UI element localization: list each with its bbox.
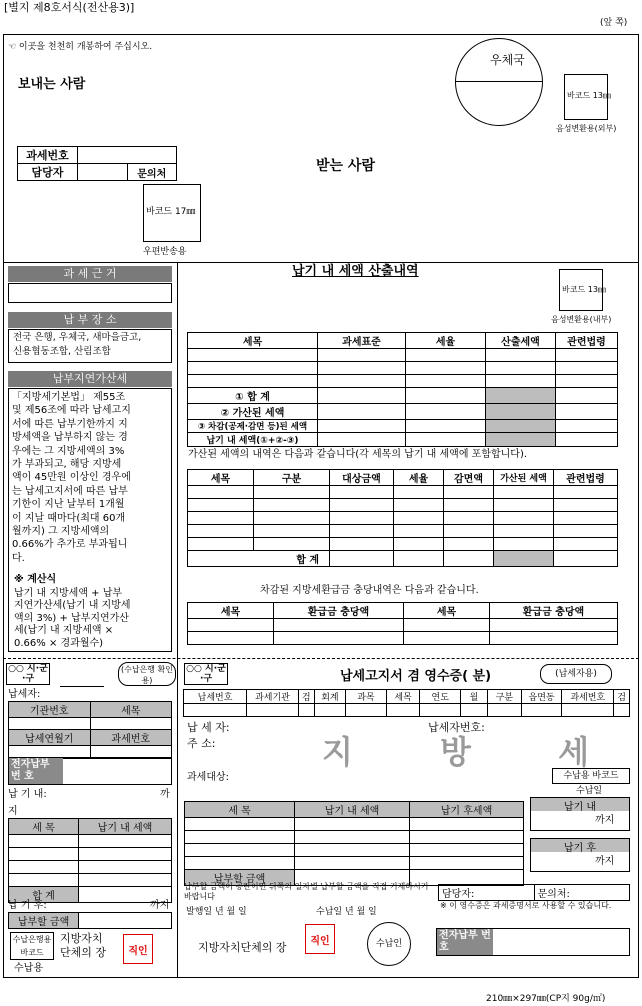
receipt-label: 수납일 [576,786,603,796]
tax-no-cell [298,704,314,717]
due-in-label: 납기 내 [531,798,629,811]
column-divider [177,262,178,658]
tax-no-header: 월 [461,690,488,704]
receipt-stamp: 수납인 [367,922,411,966]
surcharge-line: 0.66%가 추가로 부과됩니 [12,539,128,551]
add-h-target: 대상금액 [330,470,394,486]
surcharge-line: 는 납세고지서에 따른 납부 [12,485,128,497]
payer-name: 납 세 자: [187,721,230,734]
add-h-reduce: 감면액 [444,470,494,486]
refund-note: 차감된 지방세환급금 충당내역은 다음과 같습니다. [260,585,479,596]
surcharge-line: 기한이 지난 날부터 1개월 [12,499,125,511]
tax-no-label: 과세번호 [18,147,78,164]
local-tax-watermark: 지 방 세 [322,733,628,771]
tax-target: 과세대상: [187,772,230,783]
calc-sum-3: ③ 차감(공제·감면 등)된 세액 [188,420,318,433]
col-due-after: 납기 후세액 [410,802,524,818]
add-h-law: 관련법령 [554,470,618,486]
col-due-in: 납기 내 세액 [295,802,410,818]
bank-confirm: (수납은행 확인용) [118,662,176,686]
tax-no-cell [420,704,461,717]
blank-notice: 납부할 금액이 공란이면 뒤쪽의 일자별 납부할 금액을 직접 기재하시기 바랍니다 [184,882,429,901]
stub-underline [60,686,104,687]
surcharge-line: 서에 따른 납부기한까지 지 [12,418,128,430]
add-h-item: 세목 [188,470,254,486]
stub-org-no: 기관번호 [9,702,91,718]
basis-title: 과 세 근 거 [8,266,172,282]
tax-no-cell [346,704,387,717]
stub-until-after: 까지 [150,900,170,911]
tax-no-header: 납세번호 [184,690,247,704]
postmark-line [455,81,543,82]
receipt-date: 수납일 년 월 일 [316,907,377,917]
surcharge-line: 방세액을 납부하지 않는 경 [12,432,128,444]
stub-until: 까 [160,789,170,800]
tax-no-cell [247,704,299,717]
refund-table [187,602,618,645]
due-in-box [530,797,630,831]
tax-no-header: 검 [614,690,630,704]
tax-no-header: 검 [298,690,314,704]
due-in-until: 까지 [595,815,615,826]
surcharge-line: 다. [12,552,25,564]
calc-h-law: 관련법령 [556,333,618,349]
stub-epay-label: 전자납부 번 호 [9,758,63,784]
manager: 담당자: [439,885,535,901]
calc-sum-2: ② 가산된 세액 [188,404,318,420]
inquiry: 문의처: [534,885,630,901]
stub-payer: 납세자: [8,689,41,700]
barcode-box-ext [564,74,611,120]
calc-table [187,332,618,447]
surcharge-line: 이 지날 때마다(최대 60개 [12,512,126,524]
epay-box [436,928,630,956]
tax-no-header: 회계 [314,690,346,704]
tax-no-header: 과세번호 [562,690,614,704]
calc-line: 세(납기 내 지방세액 × [14,625,114,637]
return-label: 우편반송용 [143,247,187,257]
certificate-note: ※ 이 영수증은 과세증명서로 사용할 수 있습니다. [440,901,612,910]
surcharge-title: 납부지연가산세 [8,371,172,387]
barcode-ext-label: 음성변환용(외부) [556,124,617,133]
surcharge-line: 월까지) 그 지방세액의 [12,526,110,537]
add-h-rate: 세율 [394,470,444,486]
refund-h-item-2: 세목 [404,603,490,619]
tax-no-header: 읍면동 [521,690,562,704]
stub-tax-no: 과세번호 [90,730,172,746]
barcode-box-int [559,269,606,311]
inquiry-label: 문의처 [127,164,177,181]
surcharge-line: 「지방세기본법」 제55조 [12,392,126,403]
calc-title: ※ 계산식 [14,574,57,585]
stub-until-2: 지 [8,806,18,817]
tax-no-cell [614,704,630,717]
stub-due-in-amount: 납기 내 세액 [79,819,172,835]
stub-tax-table [8,818,172,903]
tax-no-header: 과목 [346,690,387,704]
due-after-box [530,838,630,872]
tax-no-cell [314,704,346,717]
open-notice: ☜ 이곳을 천천히 개봉하여 주십시오. [8,42,153,52]
receipt-tax-table [184,801,524,886]
form-id: [별지 제8호서식(전산용3)] [4,1,135,14]
calc-line: 액의 3%) + 납부지연가산 [14,612,129,624]
basis-box [8,283,172,303]
receipt-barcode: 수납용 바코드 [552,768,630,784]
tax-no-cell [461,704,488,717]
manager-table [438,884,630,901]
calc-h-amount: 산출세액 [486,333,556,349]
issue-date: 발행일 년 월 일 [186,907,247,917]
page-side: (앞 쪽) [600,18,628,28]
receipt-title: 납세고지서 겸 영수증( 분) [340,669,492,684]
tax-no-cell [386,704,420,717]
tax-no-cell [184,704,247,717]
barcode-box-17 [143,184,201,242]
local-head-2: 지방자치단체의 장 [198,941,287,954]
place-box [8,329,172,363]
surcharge-line: 가 부과되고, 해당 지방세 [12,459,122,470]
epay-label: 전자납부 번 호 [437,929,493,955]
mail-separator [3,262,639,263]
stub-tax-item: 세목 [90,702,172,718]
calc-h-item: 세목 [188,333,318,349]
tax-no-table [183,689,630,717]
surcharge-line: 우에는 그 지방세액의 3% [12,445,125,457]
refund-h-item-1: 세목 [188,603,274,619]
refund-h-amount-1: 환급금 충당액 [274,603,404,619]
stub-receipt-barcode: 수납은행용 바코드 [10,932,54,960]
payable-amount: 납부할 금액 [185,870,295,886]
stub-seal: 직인 [123,934,153,964]
sender-info-table [17,146,177,181]
postmark-circle [455,38,543,126]
stub-item: 세 목 [9,819,79,835]
tax-no-cell [521,704,562,717]
calc-sum-1: ① 합 계 [188,388,318,404]
receipt-seal: 직인 [305,924,335,954]
due-after-label: 납기 후 [531,839,629,852]
add-table [187,469,618,567]
tax-no-header: 세목 [386,690,420,704]
cut-line [3,658,639,659]
add-h-added: 가산된 세액 [494,470,554,486]
stub-due-after: 납 기 후: [8,900,47,911]
add-total: 합 계 [188,551,330,567]
refund-h-amount-2: 환급금 충당액 [490,603,618,619]
stub-payable-table [8,912,172,929]
due-after-until: 까지 [595,856,615,867]
stub-payable: 납부할 금액 [9,913,79,929]
paper-spec: 210㎜×297㎜(CP지 90g/㎡) [486,994,606,1004]
barcode-13-label: 바코드 13㎜ [567,91,611,100]
place-text-2: 신용협동조합, 산림조합 [13,346,111,357]
tax-no-value [78,147,177,164]
surcharge-line: 및 제56조에 따라 납세고지 [12,405,131,417]
barcode-17-label: 바코드 17㎜ [146,207,196,217]
calc-sum-4: 납기 내 세액(①+②-③) [188,433,318,447]
add-note: 가산된 세액의 내역은 다음과 같습니다(각 세목의 납기 내 세액에 포함합니다). [188,449,528,460]
barcode-int-label: 음성변환용(내부) [551,315,612,324]
for-payer: (납세자용) [540,664,612,684]
tax-no-header: 구분 [488,690,522,704]
payer-address: 주 소: [187,737,216,750]
calc-line: 지연가산세(납기 내 지방세 [14,600,131,612]
stub-local-head: 지방자치 단체의 장 [60,932,107,959]
receipt-sigungu: ○○ 시·군·구 [184,663,228,685]
stub-divider [177,658,178,978]
calc-line: 0.66% × 경과월수) [14,637,104,649]
tax-no-header: 연도 [420,690,461,704]
tax-no-header: 과세기관 [247,690,299,704]
stub-payment-ym: 납세연월기 [9,730,91,746]
calc-section-title: 납기 내 세액 산출내역 [292,264,419,279]
stub-table-1 [8,701,172,731]
surcharge-line: 액이 45만원 이상인 경우에 [12,472,131,484]
post-office: 우체국 [490,53,525,67]
manager-label: 담당자 [18,164,78,181]
barcode-int-13-label: 바코드 13㎜ [562,285,606,294]
place-title: 납 부 장 소 [8,312,172,328]
payer-no: 납세자번호: [428,721,485,734]
manager-value [78,164,128,181]
calc-line: 납기 내 지방세액 + 납부 [14,588,123,599]
stub-due-in: 납 기 내: [8,789,47,800]
stub-receipt-use: 수납용 [14,963,43,974]
receiver-label: 받는 사람 [316,158,375,174]
stub-sigungu: ○○ 시·군·구 [6,663,50,685]
calc-h-rate: 세율 [406,333,486,349]
place-text-1: 전국 은행, 우체국, 새마을금고, [13,332,142,343]
sender-label: 보내는 사람 [18,77,86,92]
stub-epay-box [8,757,172,785]
tax-no-cell [562,704,614,717]
tax-no-cell [488,704,522,717]
calc-h-base: 과세표준 [318,333,406,349]
col-item: 세 목 [185,802,295,818]
add-h-type: 구분 [254,470,330,486]
stub-total: 합 계 [9,887,79,903]
stub-table-2 [8,729,172,759]
